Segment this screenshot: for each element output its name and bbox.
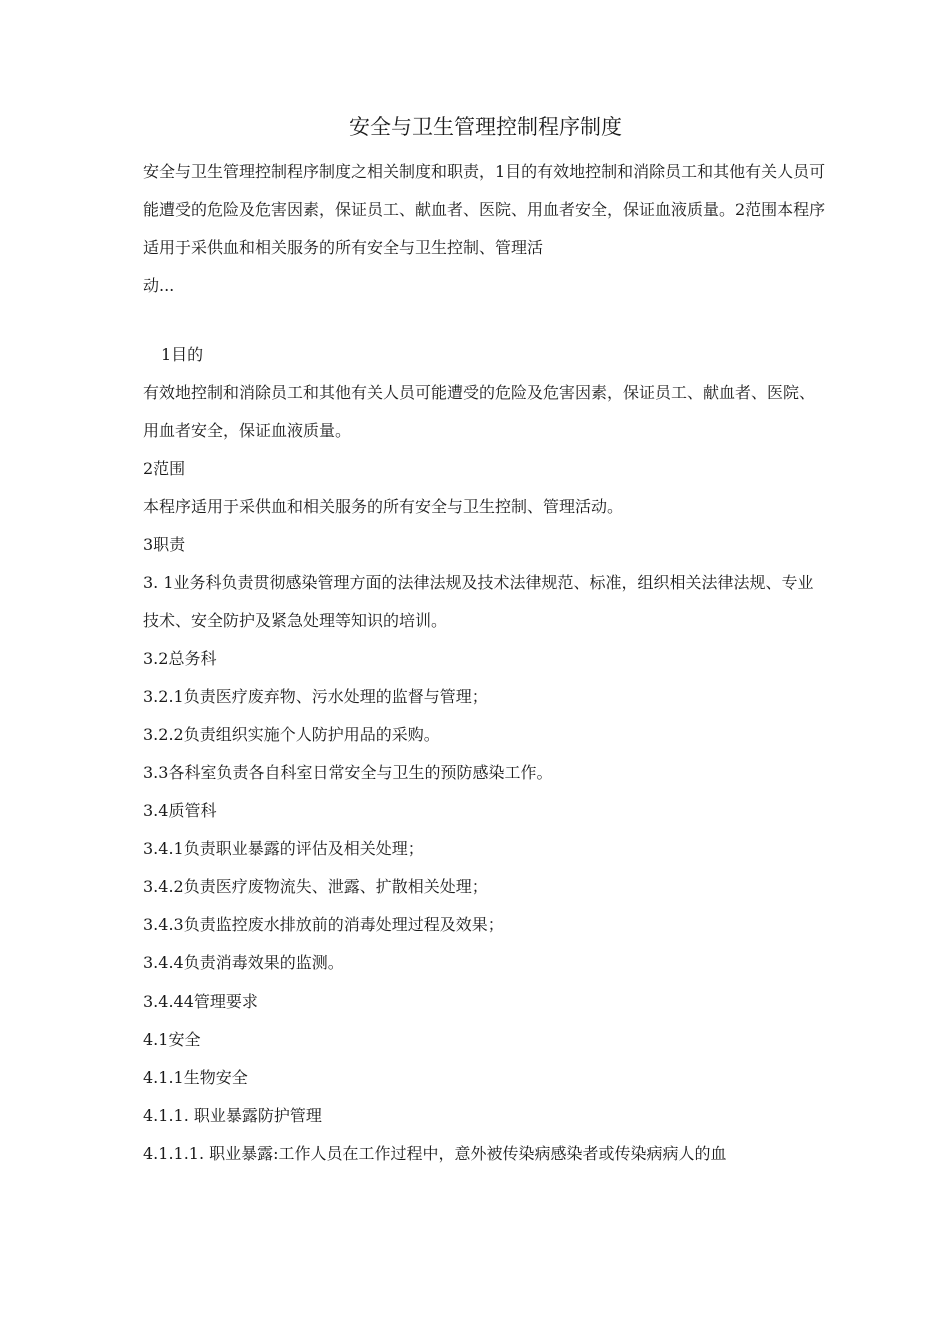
section-3-4-2: 3.4.2负责医疗废物流失、泄露、扩散相关处理； bbox=[143, 877, 488, 896]
section-3-4-1: 3.4.1负责职业暴露的评估及相关处理； bbox=[143, 839, 424, 858]
section-4-1-1-1: 4.1.1. 职业暴露防护管理 bbox=[143, 1106, 322, 1125]
section-2-heading: 2范围 bbox=[143, 459, 186, 478]
section-3-2-1: 3.2.1负责医疗废弃物、污水处理的监督与管理； bbox=[143, 687, 488, 706]
section-3-3: 3.3各科室负责各自科室日常安全与卫生的预防感染工作。 bbox=[143, 763, 553, 782]
section-3-4: 3.4质管科 bbox=[143, 801, 217, 820]
section-3-heading: 3职责 bbox=[143, 535, 186, 554]
section-4-1: 4.1安全 bbox=[143, 1030, 201, 1049]
section-3-1: 3. 1业务科负责贯彻感染管理方面的法律法规及技术法律规范、标准，组织相关法律法规、专业技术、安全防护及紧急处理等知识的培训。 bbox=[143, 573, 814, 630]
section-3-4-4: 3.4.4负责消毒效果的监测。 bbox=[143, 953, 344, 972]
section-3-4-44: 3.4.44管理要求 bbox=[143, 992, 258, 1011]
section-1-heading: 1目的 bbox=[161, 345, 204, 364]
section-3-4-3: 3.4.3负责监控废水排放前的消毒处理过程及效果； bbox=[143, 915, 504, 934]
summary-paragraph bbox=[143, 153, 828, 305]
page-title: 安全与卫生管理控制程序制度 bbox=[349, 115, 622, 139]
section-4-1-1-1-1: 4.1.1.1. 职业暴露:工作人员在工作过程中，意外被传染病感染者或传染病病人的血 bbox=[143, 1144, 727, 1163]
section-3-2-2: 3.2.2负责组织实施个人防护用品的采购。 bbox=[143, 725, 440, 744]
summary-text: 安全与卫生管理控制程序制度之相关制度和职责，1目的有效地控制和消除员工和其他有关人员可能遭受的危险及危害因素，保证员工、献血者、医院、用血者安全，保证血液质量。2范围本程序适用于采供血和相关服务的所有安全与卫生控制、管理活 bbox=[143, 162, 826, 257]
section-1-body: 有效地控制和消除员工和其他有关人员可能遭受的危险及危害因素，保证员工、献血者、医院、用血者安全，保证血液质量。 bbox=[143, 383, 816, 440]
summary-tail: 动... bbox=[143, 276, 175, 295]
section-3-2: 3.2总务科 bbox=[143, 649, 217, 668]
section-4-1-1: 4.1.1生物安全 bbox=[143, 1068, 248, 1087]
section-2-body: 本程序适用于采供血和相关服务的所有安全与卫生控制、管理活动。 bbox=[143, 497, 624, 516]
